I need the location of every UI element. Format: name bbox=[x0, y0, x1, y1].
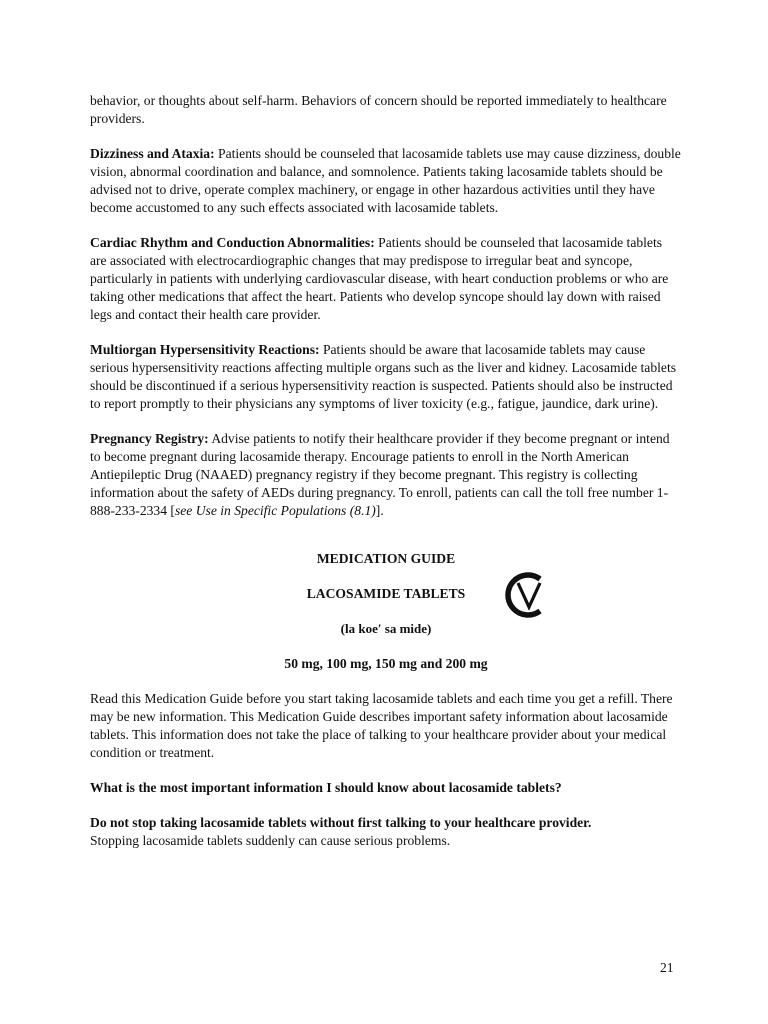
continuation-paragraph: behavior, or thoughts about self-harm. Behaviors of concern should be reported immediately to healthcare providers. bbox=[90, 93, 667, 126]
pregnancy-registry-section bbox=[90, 430, 682, 520]
section-reference: see Use in Specific Populations (8.1) bbox=[174, 503, 376, 518]
strengths: 50 mg, 100 mg, 150 mg and 200 mg bbox=[284, 656, 488, 671]
medication-guide-title: MEDICATION GUIDE bbox=[316, 551, 456, 566]
hypersensitivity-section bbox=[90, 341, 682, 413]
section-tail: ]. bbox=[375, 503, 384, 518]
section-heading: Multiorgan Hypersensitivity Reactions: bbox=[90, 342, 320, 357]
warning-body: Stopping lacosamide tablets suddenly can cause serious problems. bbox=[90, 833, 451, 848]
section-body: Advise patients to notify their healthcare provider if they become pregnant or intend to become pregnant during lacosamide therapy. Encourage patients to enroll in the North American Antiepileptic Drug (NAAED) pregnancy registry if they become pregnant. This registry is collecting information about the safety of AEDs during pregnancy. To enroll, patients can call the toll free number 1-888-233-2334 [ bbox=[90, 431, 670, 518]
drug-name: LACOSAMIDE TABLETS bbox=[306, 586, 466, 601]
warning-paragraph bbox=[90, 814, 682, 850]
section-body: Patients should be counseled that lacosamide tablets use may cause dizziness, double vision, abnormal coordination and balance, and somnolence. Patients taking lacosamide tablets should be advised not to drive, operate complex machinery, or engage in other hazardous activities until they have become accustomed to any such effects associated with lacosamide tablets. bbox=[90, 146, 681, 215]
page-number: 21 bbox=[660, 960, 674, 975]
cv-logo-icon bbox=[502, 571, 550, 619]
warning-heading: Do not stop taking lacosamide tablets without first talking to your healthcare provider. bbox=[90, 815, 592, 830]
guide-intro-paragraph: Read this Medication Guide before you start taking lacosamide tablets and each time you get a refill. There may be new information. This Medication Guide describes important safety information about lacosamide tablets. This information does not take the place of talking to your healthcare provider about your medical condition or treatment. bbox=[90, 691, 673, 760]
section-heading: Cardiac Rhythm and Conduction Abnormalities: bbox=[90, 235, 375, 250]
document-page bbox=[90, 92, 682, 867]
section-body: Patients should be aware that lacosamide tablets may cause serious hypersensitivity reactions affecting multiple organs such as the liver and kidney. Lacosamide tablets should be discontinued if a serious hypersensitivity reaction is suspected. Patients should also be instructed to report promptly to their physicians any symptoms of liver toxicity (e.g., fatigue, jaundice, dark urine). bbox=[90, 342, 677, 411]
drug-name-heading bbox=[90, 585, 682, 603]
section-heading: Pregnancy Registry: bbox=[90, 431, 209, 446]
section-body: Patients should be counseled that lacosamide tablets are associated with electrocardiographic changes that may predispose to irregular beat and syncope, particularly in patients with underlying cardiovascular disease, with heart conduction problems or who are taking other medications that affect the heart. Patients who develop syncope should lay down with raised legs and contact their health care provider. bbox=[90, 235, 669, 322]
pronunciation: (la koe′ sa mide) bbox=[340, 621, 432, 636]
cardiac-rhythm-section bbox=[90, 234, 682, 324]
section-heading: Dizziness and Ataxia: bbox=[90, 146, 215, 161]
dizziness-ataxia-section bbox=[90, 145, 682, 217]
important-info-question: What is the most important information I should know about lacosamide tablets? bbox=[90, 780, 562, 795]
